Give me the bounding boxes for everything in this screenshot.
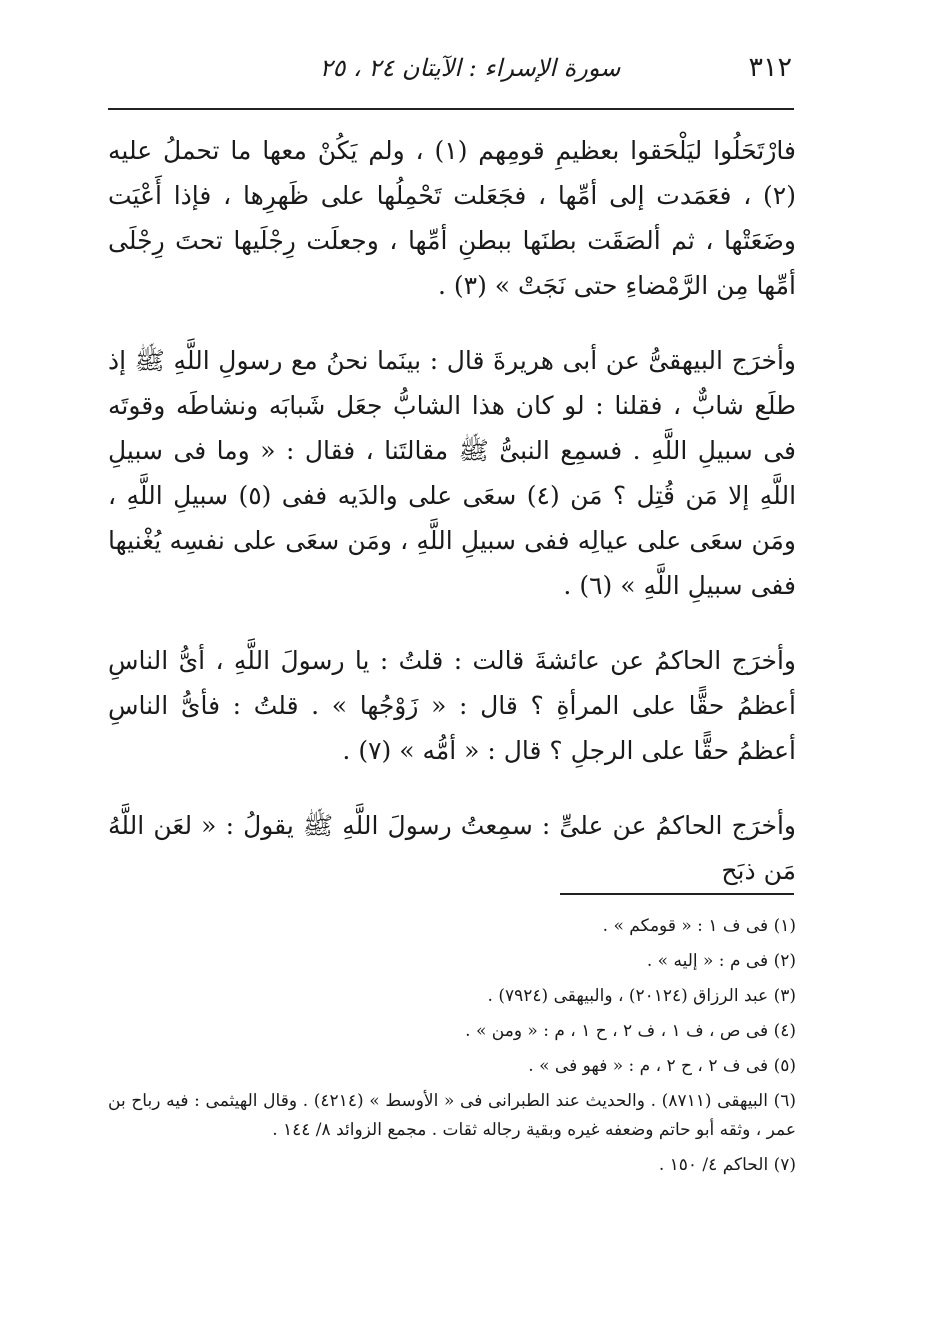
footnote: (٥) فى ف ٢ ، ح ٢ ، م : « فهو فى » . [528, 1056, 796, 1076]
page-number: ٣١٢ [748, 52, 792, 83]
footnote: (١) فى ف ١ : « قومكم » . [602, 916, 796, 936]
paragraph: فارْتَحَلُوا ليَلْحَقوا بعظيمِ قومِهم (١) ، ولم يَكُنْ معها ما تحملُ عليه (٢) ، فعَمَدت إلى أمِّها ، فجَعَلت تَحْمِلُها على ظَهرِها ، فإذا أَعْيَت وضَعَتْها ، ثم ألصَقَت بطنَها ببطنِ أمِّها ، وجعلَت رِجْلَيها تحتَ رِجْلَى أمِّها مِن الرَّمْضاءِ حتى نَجَتْ » (٣) . [108, 136, 796, 300]
main-text [108, 128, 796, 893]
footnote: (٤) فى ص ، ف ١ ، ف ٢ ، ح ١ ، م : « ومن » . [465, 1021, 796, 1041]
page-header [110, 52, 792, 92]
footnote: (٢) فى م : « إليه » . [646, 951, 796, 971]
footnote: (٣) عبد الرزاق (٢٠١٢٤) ، والبيهقى (٧٩٢٤) . [487, 986, 796, 1006]
paragraph: وأخرَج الحاكمُ عن علىٍّ : سمِعتُ رسولَ اللَّهِ ﷺ يقولُ : « لعَن اللَّهُ مَن ذبَح [108, 811, 796, 885]
paragraph: وأخرَج الحاكمُ عن عائشةَ قالت : قلتُ : يا رسولَ اللَّهِ ، أىُّ الناسِ أعظمُ حقًّا على المرأةِ ؟ قال : « زَوْجُها » . قلتُ : فأىُّ الناسِ أعظمُ حقًّا على الرجلِ ؟ قال : « أمُّه » (٧) . [108, 646, 796, 765]
surah-title: سورة الإسراء : الآيتان ٢٤ ، ٢٥ [319, 54, 621, 82]
footnote-rule [560, 893, 794, 895]
footnote: (٦) البيهقى (٨٧١١) . والحديث عند الطبرانى فى « الأوسط » (٤٢١٤) . وقال الهيثمى : فيه رباح بن عمر ، وثقه أبو حاتم وضعفه غيره وبقية رجاله ثقات . مجمع الزوائد ٨/ ١٤٤ . [108, 1091, 797, 1140]
footnote: (٧) الحاكم ٤/ ١٥٠ . [658, 1155, 796, 1175]
header-rule [108, 108, 794, 110]
paragraph: وأخرَج البيهقىُّ عن أبى هريرةَ قال : بينَما نحنُ مع رسولِ اللَّهِ ﷺ إذ طلَع شابٌّ ، فقلنا : لو كان هذا الشابُّ جعَل شَبابَه ونشاطَه وقوتَه فى سبيلِ اللَّهِ . فسمِع النبىُّ ﷺ مقالتَنا ، فقال : « وما فى سبيلِ اللَّهِ إلا مَن قُتِل ؟ مَن (٤) سعَى على والدَيه ففى (٥) سبيلِ اللَّهِ ، ومَن سعَى على عيالِه ففى سبيلِ اللَّهِ ، ومَن سعَى على نفسِه يُغْنيها ففى سبيلِ اللَّهِ » (٦) . [108, 346, 797, 600]
footnotes [108, 912, 796, 1186]
